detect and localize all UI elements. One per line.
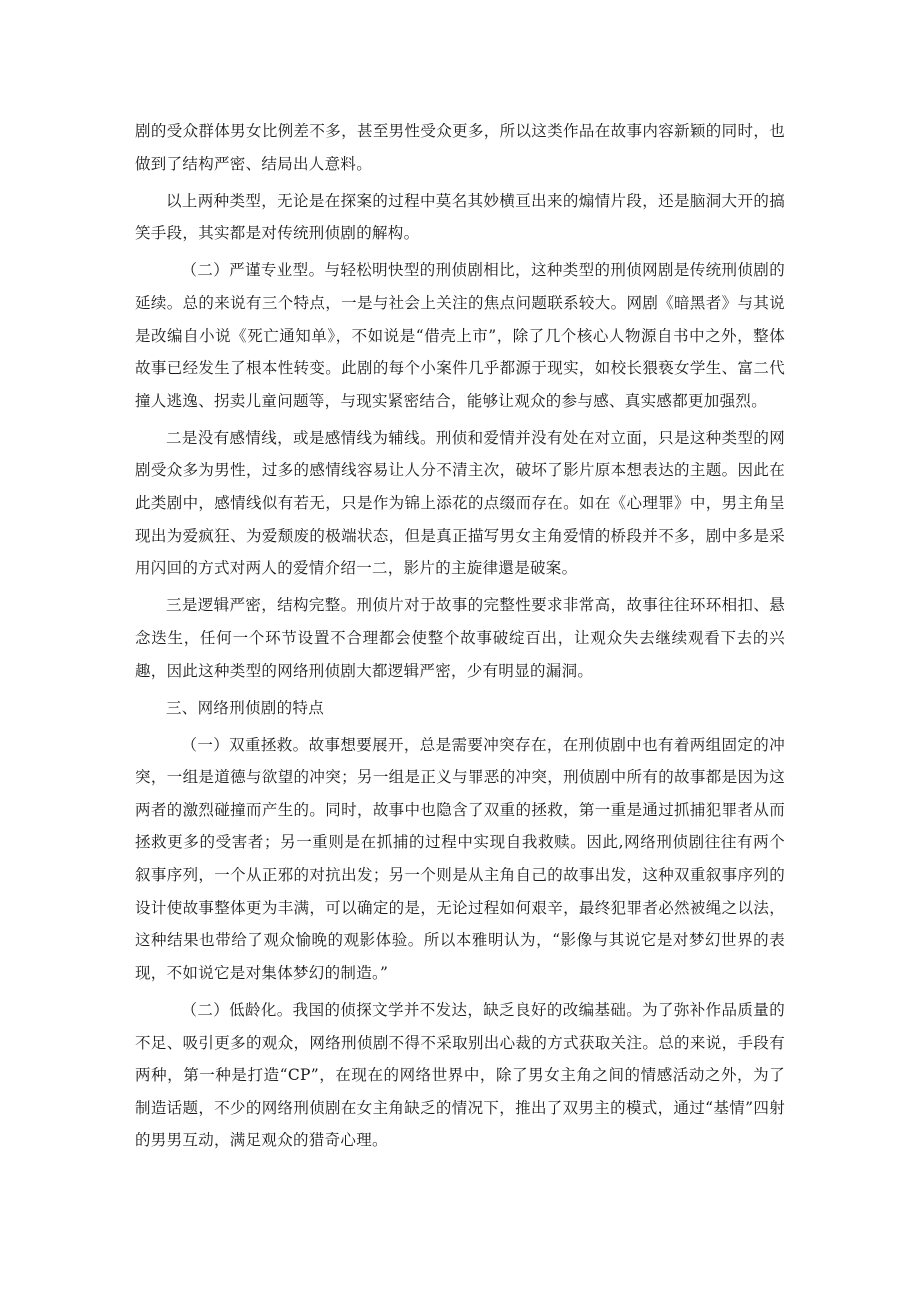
section-heading: 三、网络刑侦剧的特点 [166,698,325,717]
paragraph-continuation: 剧的受众群体男女比例差不多，甚至男性受众更多，所以这类作品在故事内容新颖的同时，也做到了结构严密、结局出人意料。 [135,122,785,173]
paragraph-double-salvation: （一）双重拯救。故事想要展开，总是需要冲突存在，在刑侦剧中也有着两组固定的冲突，一组是道德与欲望的冲突；另一组是正义与罪恶的冲突，刑侦剧中所有的故事都是因为这两者的激烈碰撞而产生的。同时，故事中也隐含了双重的拯救，第一重是通过抓捕犯罪者从而拯救更多的受害者；另一重则是在抓捕的过程中实现自我救赎。因此,网络刑侦剧往往有两个叙事序列，一个从正邪的对抗出发；另一个则是从主角自己的故事出发，这种双重叙事序列的设计使故事整体更为丰满，可以确定的是，无论过程如何艰辛，最终犯罪者必然被绳之以法，这种结果也带给了观众愉晚的观影体验。所以本雅明认为，“影像与其说它是对梦幻世界的表现，不如说它是对集体梦幻的制造。” [135,735,785,982]
paragraph-logic: 三是逻辑严密，结构完整。刑侦片对于故事的完整性要求非常高，故事往往环环相扣、悬念迭生，任何一个环节设置不合理都会使整个故事破绽百出，让观众失去继续观看下去的兴趣，因此这种类型的网络刑侦剧大都逻辑严密，少有明显的漏洞。 [135,596,785,680]
paragraph-summary: 以上两种类型，无论是在探案的过程中莫名其妙横亘出来的煽情片段，还是脑洞大开的搞笑手段，其实都是对传统刑侦剧的解构。 [135,191,785,243]
document-body [135,115,785,1161]
paragraph-no-romance: 二是没有感情线，或是感情线为辅线。刑侦和爱情并没有处在对立面，只是这种类型的网剧受众多为男性，过多的感情线容易让人分不清主次，破坏了影片原本想表达的主题。因此在此类剧中，感情线似有若无，只是作为锦上添花的点缀而存在。如在《心理罪》中，男主角呈现出为爱疯狂、为爱颓废的极端状态，但是真正描写男女主角爱情的桥段并不多，剧中多是采用闪回的方式对两人的爱情介绍一二，影片的主旋律還是破案。 [135,428,785,578]
paragraph-rigorous-type: （二）严谨专业型。与轻松明快型的刑侦剧相比，这种类型的刑侦网剧是传统刑侦剧的延续。总的来说有三个特点，一是与社会上关注的焦点问题联系较大。网剧《暗黑者》与其说是改编自小说《死亡通知单》，不如说是“借壳上市”，除了几个核心人物源自书中之外，整体故事已经发生了根本性转变。此剧的每个小案件几乎都源于现实，如校长猥亵女学生、富二代撞人逃逸、拐卖儿童问题等，与现实紧密结合，能够让观众的参与感、真实感都更加强烈。 [135,261,785,410]
paragraph-younger-audience: （二）低龄化。我国的侦探文学并不发达，缺乏良好的改编基础。为了弥补作品质量的不足、吸引更多的观众，网络刑侦剧不得不采取别出心裁的方式获取关注。总的来说，手段有两种，第一种是打造“CP”，在现在的网络世界中，除了男女主角之间的情感活动之外，为了制造话题，不少的网络刑侦剧在女主角缺乏的情况下，推出了双男主的模式，通过“基情”四射的男男互动，满足观众的猎奇心理。 [135,1000,785,1150]
